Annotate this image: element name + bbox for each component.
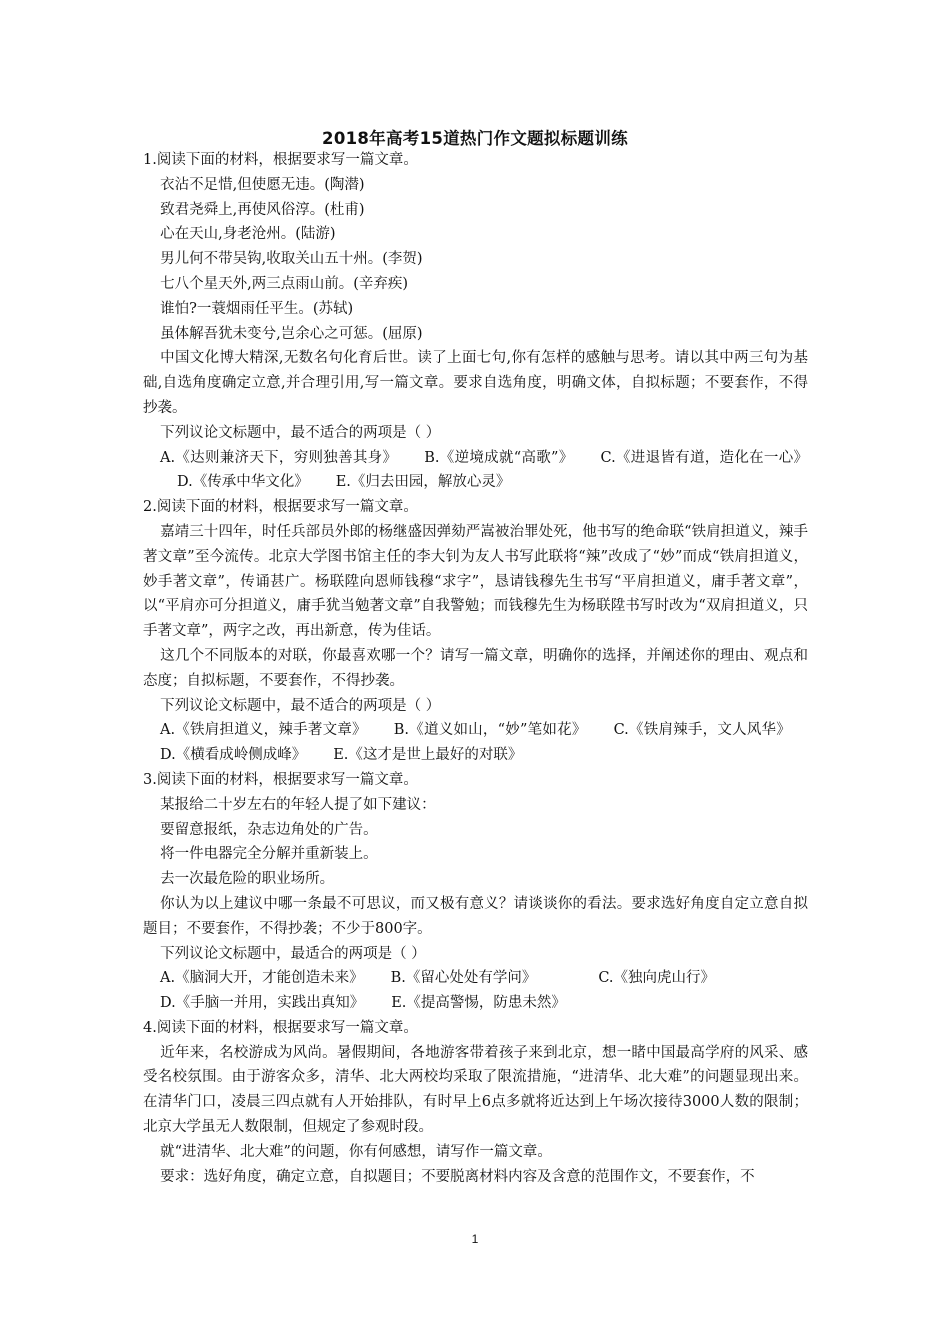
q1-line: 心在天山,身老沧州。(陆游) <box>160 226 336 243</box>
q4-heading: 4.阅读下面的材料，根据要求写一篇文章。 <box>143 1019 418 1036</box>
q3-options-row2 <box>143 991 808 1016</box>
q1-option-a: A.《达则兼济天下，穷则独善其身》 <box>160 449 398 466</box>
q1-line: 七八个星天外,两三点雨山前。(辛弃疾) <box>160 275 409 292</box>
q3-line: 某报给二十岁左右的年轻人提了如下建议： <box>160 796 436 813</box>
q3-option-b: B.《留心处处有学问》 <box>390 970 537 987</box>
q1-line: 虽体解吾犹未变兮,岂余心之可惩。(屈原) <box>160 325 423 342</box>
q1-option-b: B.《逆境成就“高歌”》 <box>424 449 574 466</box>
document-title: 2018年高考15道热门作文题拟标题训练 <box>322 129 628 148</box>
q3-option-c: C.《独向虎山行》 <box>598 970 716 987</box>
q3-option-d: D.《手脑一并用，实践出真知》 <box>160 995 365 1012</box>
q1-line: 衣沾不足惜,但使愿无违。(陶潜) <box>160 176 365 193</box>
q3-line: 将一件电器完全分解并重新装上。 <box>160 846 378 863</box>
q1-line: 致君尧舜上,再使风俗淳。(杜甫) <box>160 201 365 218</box>
q1-option-d: D.《传承中华文化》 <box>177 474 309 491</box>
q3-line: 要留意报纸，杂志边角处的广告。 <box>160 821 378 838</box>
q2-option-c: C.《铁肩辣手，文人风华》 <box>613 722 792 739</box>
q1-option-c: C.《进退皆有道，造化在一心》 <box>600 449 808 466</box>
q2-paragraph: 嘉靖三十四年，时任兵部员外郎的杨继盛因弹劾严嵩被治罪处死，他书写的绝命联“铁肩担道义，辣手著文章”至今流传。北京大学图书馆主任的李大钊为友人书写此联将“辣”改成了“妙”而成“铁肩担道义，妙手著文章”，传诵甚广。杨联陞向恩师钱穆“求字”，恳请钱穆先生书写“平肩担道义，庸手著文章”，以“平肩亦可分担道义，庸手犹当勉著文章”自我警勉；而钱穆先生为杨联陞书写时改为“双肩担道义，只手著文章”，两字之改，再出新意，传为佳话。 <box>143 523 808 640</box>
q3-options-row1 <box>143 966 808 991</box>
q2-option-e: E.《这才是世上最好的对联》 <box>333 747 523 764</box>
q2-prompt: 下列议论文标题中，最不适合的两项是（ ） <box>160 697 441 714</box>
page-number: 1 <box>471 1232 479 1246</box>
q2-option-a: A.《铁肩担道义，辣手著文章》 <box>160 722 367 739</box>
q3-paragraph: 你认为以上建议中哪一条最不可思议，而又极有意义？请谈谈你的看法。要求选好角度自定立意自拟题目；不要套作，不得抄袭；不少于800字。 <box>143 895 808 937</box>
q2-paragraph: 这几个不同版本的对联，你最喜欢哪一个？请写一篇文章，明确你的选择，并阐述你的理由、观点和态度；自拟标题，不要套作，不得抄袭。 <box>143 647 808 689</box>
q3-heading: 3.阅读下面的材料，根据要求写一篇文章。 <box>143 771 418 788</box>
q1-prompt: 下列议论文标题中，最不适合的两项是（ ） <box>160 424 441 441</box>
q1-paragraph: 中国文化博大精深,无数名句化育后世。读了上面七句,你有怎样的感触与思考。请以其中两三句为基础,自选角度确定立意,并合理引用,写一篇文章。要求自选角度，明确文体，自拟标题；不要套作，不得抄袭。 <box>143 350 808 416</box>
q1-options <box>143 446 808 496</box>
q1-line: 男儿何不带吴钩,收取关山五十州。(李贺) <box>160 251 423 268</box>
q1-option-e: E.《归去田园，解放心灵》 <box>335 474 511 491</box>
q2-options <box>143 718 808 768</box>
document-body <box>143 148 808 1189</box>
q2-option-d: D.《横看成岭侧成峰》 <box>160 747 307 764</box>
q3-option-e: E.《提高警惕，防患未然》 <box>391 995 566 1012</box>
q2-heading: 2.阅读下面的材料，根据要求写一篇文章。 <box>143 499 418 516</box>
q4-paragraph: 就“进清华、北大难”的问题，你有何感想，请写作一篇文章。 <box>160 1143 552 1160</box>
q1-heading: 1.阅读下面的材料，根据要求写一篇文章。 <box>143 152 418 168</box>
q3-line: 去一次最危险的职业场所。 <box>160 871 335 888</box>
q1-line: 谁怕?一蓑烟雨任平生。(苏轼) <box>160 300 354 317</box>
q4-requirements: 要求：选好角度，确定立意，自拟题目；不要脱离材料内容及含意的范围作文，不要套作，不 <box>160 1168 755 1185</box>
q3-prompt: 下列议论文标题中，最适合的两项是（ ） <box>160 945 426 962</box>
q2-option-b: B.《道义如山，“妙”笔如花》 <box>393 722 587 739</box>
q3-option-a: A.《脑洞大开，才能创造未来》 <box>160 970 364 987</box>
q4-paragraph: 近年来，名校游成为风尚。暑假期间，各地游客带着孩子来到北京，想一睹中国最高学府的风采、感受名校氛围。由于游客众多，清华、北大两校均采取了限流措施，“进清华、北大难”的问题显现出来。在清华门口，凌晨三四点就有人开始排队，有时早上6点多就将近达到上午场次接待3000人数的限制；北京大学虽无人数限制，但规定了参观时段。 <box>143 1044 808 1136</box>
